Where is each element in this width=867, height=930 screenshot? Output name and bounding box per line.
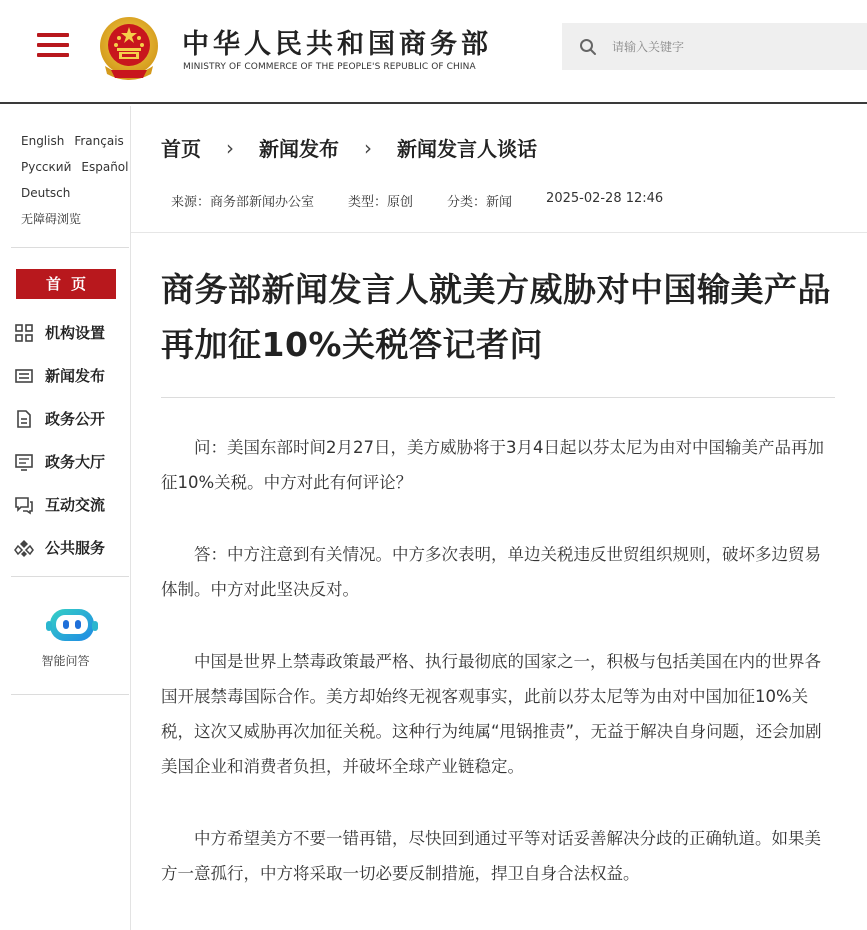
title-divider (161, 397, 835, 398)
meta-category: 分类：新闻 (447, 195, 513, 210)
site-header (0, 0, 867, 104)
org-grid-icon (14, 323, 34, 343)
meta-source: 来源：商务部新闻办公室 (171, 195, 315, 210)
meta-divider (131, 232, 867, 233)
meta-datetime: 2025-02-28 12:46 (546, 191, 664, 206)
sidebar-divider (11, 576, 129, 577)
menu-icon[interactable] (37, 33, 71, 59)
lang-english-link[interactable]: English (21, 134, 65, 148)
search-box[interactable] (562, 23, 867, 70)
sidebar-nav (14, 311, 131, 569)
sidebar-item-label: 新闻发布 (45, 367, 106, 385)
sidebar-divider (11, 694, 129, 695)
sidebar-item-news[interactable] (14, 354, 131, 397)
article-body (161, 430, 836, 928)
article-paragraph: 问：美国东部时间2月27日，美方威胁将于3月4日起以芬太尼为由对中国输美产品再加征10%关税。中方对此有何评论？ (161, 438, 824, 492)
national-emblem-logo[interactable] (99, 16, 159, 82)
sidebar-item-organization[interactable] (14, 311, 131, 354)
sidebar-item-public-service[interactable] (14, 526, 131, 569)
service-hall-icon (14, 452, 34, 472)
breadcrumb-home[interactable]: 首页 (161, 137, 201, 161)
breadcrumb (161, 133, 537, 162)
breadcrumb-news-release[interactable]: 新闻发布 (259, 137, 339, 161)
sidebar-item-label: 政务公开 (45, 410, 106, 428)
chat-icon (14, 495, 34, 515)
chevron-right-icon: › (226, 135, 234, 160)
article-paragraph: 中方希望美方不要一错再错，尽快回到通过平等对话妥善解决分歧的正确轨道。如果美方一意孤行，中方将采取一切必要反制措施，捍卫自身合法权益。 (161, 829, 821, 883)
chevron-right-icon: › (364, 135, 372, 160)
lang-german-link[interactable]: Deutsch (21, 186, 71, 200)
sidebar-item-service-hall[interactable] (14, 440, 131, 483)
article-paragraph: 中国是世界上禁毒政策最严格、执行最彻底的国家之一，积极与包括美国在内的世界各国开展禁毒国际合作。美方却始终无视客观事实，此前以芬太尼等为由对中国加征10%关税，这次又威胁再次加征关税。这种行为纯属“甩锅推责”，无益于解决自身问题，还会加剧美国企业和消费者负担，并破坏全球产业链稳定。 (161, 652, 822, 776)
article-paragraph: 答：中方注意到有关情况。中方多次表明，单边关税违反世贸组织规则，破坏多边贸易体制。中方对此坚决反对。 (161, 545, 821, 599)
lang-french-link[interactable]: Français (74, 134, 124, 148)
public-service-icon (14, 538, 34, 558)
breadcrumb-spokesperson[interactable]: 新闻发言人谈话 (397, 137, 537, 161)
sidebar-item-label: 政务大厅 (45, 453, 106, 471)
left-sidebar (0, 106, 131, 930)
search-icon[interactable] (578, 37, 598, 57)
meta-type: 类型：原创 (348, 195, 414, 210)
sidebar-item-public-affairs[interactable] (14, 397, 131, 440)
ministry-name-en: MINISTRY OF COMMERCE OF THE PEOPLE'S REPUBLIC OF CHINA (183, 62, 476, 72)
language-links (21, 128, 131, 232)
lang-russian-link[interactable]: Русский (21, 160, 72, 174)
sidebar-item-label: 公共服务 (45, 539, 106, 557)
document-icon (14, 409, 34, 429)
ministry-name-cn[interactable]: 中华人民共和国商务部 (182, 29, 492, 60)
sidebar-item-label: 互动交流 (45, 496, 106, 514)
lang-spanish-link[interactable]: Español (81, 160, 129, 174)
article-title: 商务部新闻发言人就美方威胁对中国输美产品再加征10%关税答记者问 (161, 270, 831, 364)
accessibility-link[interactable]: 无障碍浏览 (21, 212, 82, 226)
article-meta (171, 191, 663, 210)
sidebar-divider (11, 247, 129, 248)
sidebar-item-label: 机构设置 (45, 324, 106, 342)
ai-qa-label[interactable]: 智能问答 (41, 654, 90, 668)
news-list-icon (14, 366, 34, 386)
home-nav-button[interactable] (16, 269, 116, 299)
sidebar-item-interaction[interactable] (14, 483, 131, 526)
search-input[interactable] (612, 40, 842, 54)
robot-icon[interactable] (42, 605, 102, 645)
home-nav-label: 首页 (45, 275, 96, 293)
